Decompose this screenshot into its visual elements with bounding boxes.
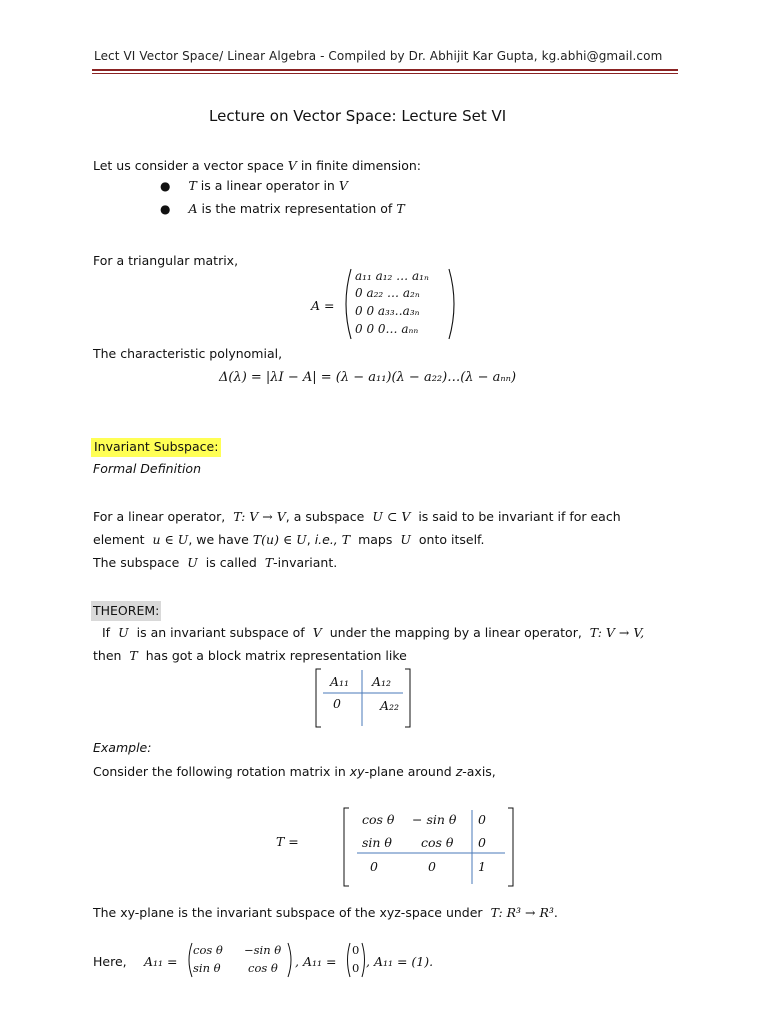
def-subset: U ⊂ V — [372, 509, 411, 524]
theorem-line-1 — [102, 625, 644, 640]
ex-text: Consider the following rotation matrix in — [93, 764, 346, 779]
def-T: T — [341, 532, 351, 547]
def-U: U — [187, 555, 198, 570]
here-a11-second: , A₁₁ = — [295, 954, 337, 969]
intro-line — [93, 158, 421, 173]
def-element: u ∈ U — [152, 532, 189, 547]
running-header: Lect VI Vector Space/ Linear Algebra - Compiled by Dr. Abhijit Kar Gupta, kg.abhi@gmail.com — [94, 49, 663, 63]
rotation-lhs: T = — [276, 834, 299, 849]
block-a12: A₁₂ — [372, 674, 392, 689]
def-text: , — [306, 532, 311, 547]
bullet-2-text: is the matrix representation of — [201, 201, 393, 216]
here-m-0-1: −sin θ — [244, 943, 282, 957]
triangular-lhs: A = — [311, 298, 335, 313]
def-T: T — [264, 555, 274, 570]
rot-m-1-0: sin θ — [362, 835, 392, 850]
header-rule-thick — [92, 69, 678, 71]
charpoly-formula: Δ(λ) = |λI − A| = (λ − a₁₁)(λ − a₂₂)…(λ − aₙₙ) — [219, 370, 517, 385]
bullet-1-sym: T — [188, 178, 197, 193]
plane-statement — [93, 905, 558, 920]
rot-m-0-0: cos θ — [362, 812, 395, 827]
rot-m-1-2: 0 — [478, 835, 486, 850]
header-rule-thin — [92, 73, 678, 74]
def-U: U — [400, 532, 411, 547]
thm-U: U — [118, 625, 129, 640]
block-zero: 0 — [333, 696, 341, 711]
def-map: T: V → V — [233, 509, 286, 524]
triangular-row-3: 0 0 a₃₃‥a₃ₙ — [355, 304, 420, 318]
theorem-heading-text: THEOREM: — [91, 601, 161, 621]
example-line — [93, 764, 496, 779]
plane-text: The xy-plane is the invariant subspace of the xyz-space under — [93, 905, 483, 920]
thm-text: then — [93, 648, 122, 663]
intro-var-v: V — [287, 158, 297, 173]
def-text: element — [93, 532, 145, 547]
bullet-item-1 — [160, 178, 348, 193]
definition-line-2 — [93, 532, 485, 547]
rot-m-2-0: 0 — [370, 859, 378, 874]
bullet-2-sym: A — [188, 201, 198, 216]
bullet-item-2 — [160, 201, 405, 216]
rot-m-0-2: 0 — [478, 812, 486, 827]
page-title: Lecture on Vector Space: Lecture Set VI — [209, 107, 507, 125]
bullet-dot-icon: ● — [160, 202, 171, 216]
rot-m-1-1: cos θ — [421, 835, 454, 850]
definition-line-3 — [93, 555, 337, 570]
rot-m-0-1: − sin θ — [412, 812, 457, 827]
triangular-row-1: a₁₁ a₁₂ … a₁ₙ — [355, 269, 429, 283]
here-a11-lhs: A₁₁ = — [144, 954, 178, 969]
here-label: Here, — [93, 954, 127, 969]
thm-text: If — [102, 625, 111, 640]
intro-text-a: Let us consider a vector space — [93, 158, 284, 173]
block-a11: A₁₁ — [330, 674, 350, 689]
charpoly-label: The characteristic polynomial, — [93, 346, 283, 361]
def-text: -invariant. — [273, 555, 338, 570]
triangular-label: For a triangular matrix, — [93, 253, 239, 268]
rot-m-2-2: 1 — [478, 859, 486, 874]
thm-text: is an invariant subspace of — [136, 625, 305, 640]
bullet-dot-icon: ● — [160, 179, 171, 193]
theorem-heading — [91, 600, 161, 619]
invariant-heading — [91, 436, 221, 455]
def-text: is called — [205, 555, 257, 570]
thm-text: under the mapping by a linear operator, — [329, 625, 582, 640]
invariant-heading-text: Invariant Subspace: — [91, 438, 221, 457]
here-v-0: 0 — [352, 943, 360, 957]
def-text: For a linear operator, — [93, 509, 226, 524]
example-heading: Example: — [93, 740, 152, 755]
def-image: T(u) ∈ U — [252, 532, 307, 547]
here-m-1-0: sin θ — [193, 961, 221, 975]
ex-text: -plane around — [364, 764, 452, 779]
thm-text: has got a block matrix representation like — [145, 648, 407, 663]
intro-text-b: in finite dimension: — [300, 158, 421, 173]
triangular-row-2: 0 a₂₂ … a₂ₙ — [355, 286, 420, 300]
def-text: , we have — [188, 532, 249, 547]
thm-T: T — [129, 648, 138, 663]
bullet-1-text: is a linear operator in — [200, 178, 335, 193]
theorem-line-2 — [93, 648, 407, 663]
plane-text: . — [553, 905, 558, 920]
rot-m-2-1: 0 — [428, 859, 436, 874]
def-text: onto itself. — [418, 532, 485, 547]
block-a22: A₂₂ — [380, 698, 400, 713]
here-m-1-1: cos θ — [248, 961, 278, 975]
plane-map: T: R³ → R³ — [490, 905, 554, 920]
definition-line-1 — [93, 509, 621, 524]
here-m-0-0: cos θ — [193, 943, 223, 957]
def-text: The subspace — [93, 555, 180, 570]
bullet-2-sym2: T — [396, 201, 405, 216]
here-a11-third: , A₁₁ = (1). — [366, 954, 434, 969]
thm-map: T: V → V, — [589, 625, 645, 640]
def-text: maps — [358, 532, 393, 547]
ex-text: -axis, — [462, 764, 496, 779]
def-text: is said to be invariant if for each — [418, 509, 621, 524]
def-ie: i.e., — [314, 532, 338, 547]
ex-z: z — [455, 764, 463, 779]
here-v-1: 0 — [352, 961, 360, 975]
def-text: , a subspace — [285, 509, 365, 524]
triangular-row-4: 0 0 0… aₙₙ — [355, 322, 419, 336]
thm-V: V — [312, 625, 322, 640]
bullet-1-sym2: V — [338, 178, 348, 193]
ex-xy: xy — [349, 764, 365, 779]
formal-definition-label: Formal Definition — [93, 461, 201, 476]
